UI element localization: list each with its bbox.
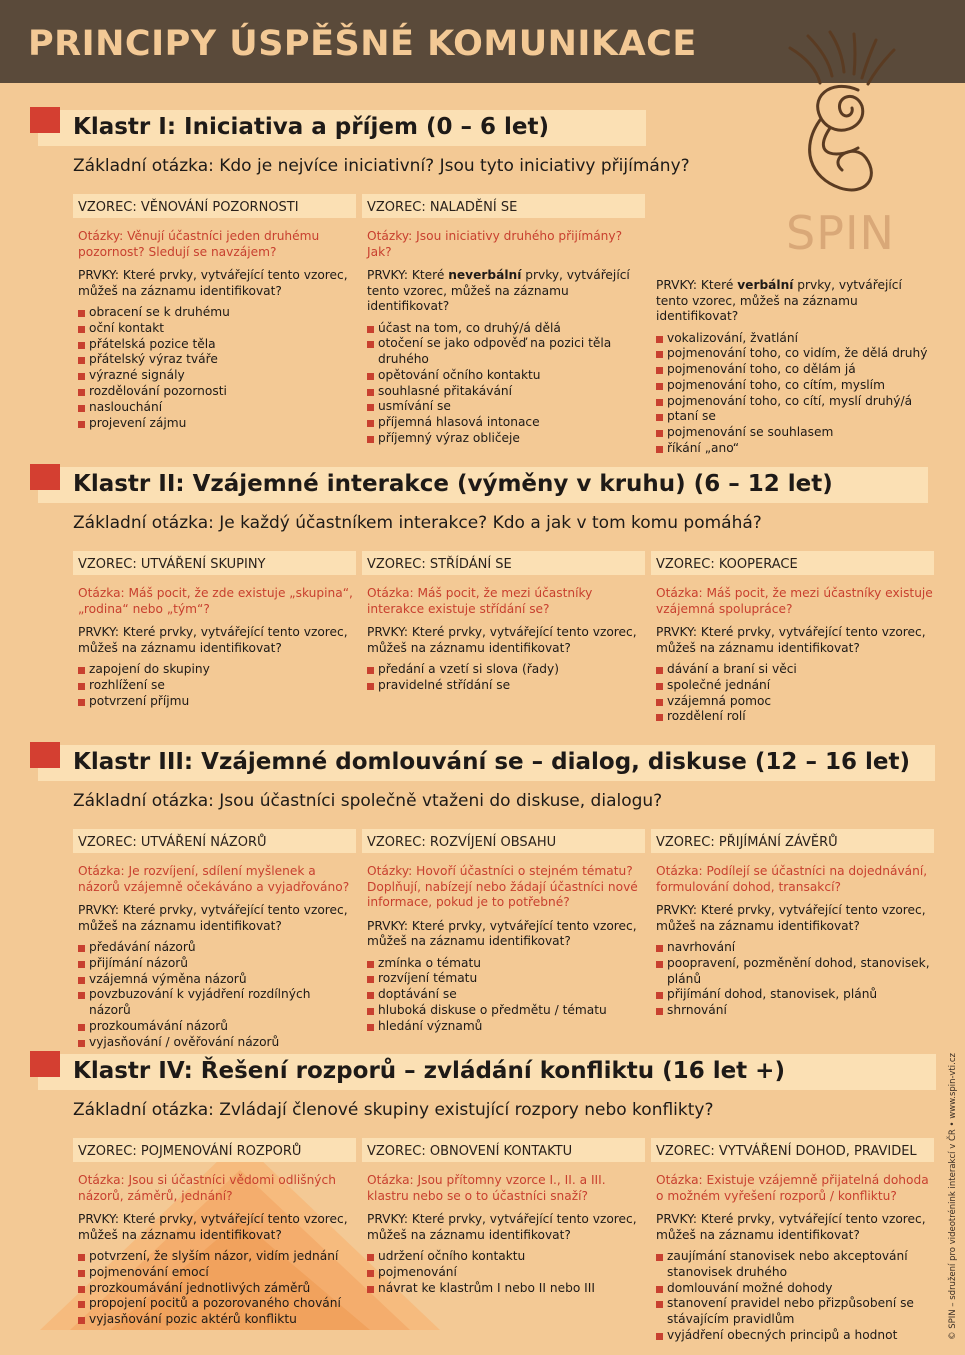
- pattern-title: VZOREC: POJMENOVÁNÍ ROZPORŮ: [73, 1138, 356, 1162]
- list-item: příjemný výraz obličeje: [367, 431, 645, 447]
- pattern-prompt: PRVKY: Které prvky, vytvářející tento vzorec, můžeš na záznamu identifikovat?: [367, 918, 637, 948]
- list-item: doptávání se: [367, 987, 645, 1003]
- list-item: pojmenování toho, co cítí, myslí druhý/á: [656, 394, 934, 410]
- element-list: [73, 940, 356, 1051]
- pattern-prompt: PRVKY: Které prvky, vytvářející tento vzorec, můžeš na záznamu identifikovat?: [656, 1212, 926, 1242]
- element-list: [651, 662, 934, 725]
- pattern-prompt: PRVKY: Které prvky, vytvářející tento vzorec, můžeš na záznamu identifikovat?: [78, 625, 348, 655]
- list-item: dávání a braní si věci: [656, 662, 934, 678]
- list-item: prozkoumávání názorů: [78, 1019, 356, 1035]
- list-item: udržení očního kontaktu: [367, 1249, 645, 1265]
- list-item: vzájemná výměna názorů: [78, 972, 356, 988]
- list-item: návrat ke klastrům I nebo II nebo III: [367, 1281, 645, 1297]
- list-item: potvrzení příjmu: [78, 694, 356, 710]
- klastr-question: Základní otázka: Jsou účastníci společně vtaženi do diskuse, dialogu?: [73, 791, 663, 811]
- list-item: vyjádření obecných principů a hodnot: [656, 1328, 934, 1344]
- pattern-column: [362, 194, 645, 447]
- pattern-column: [73, 1138, 356, 1328]
- pattern-question: Otázka: Podílejí se účastníci na dojednávání, formulování dohod, transakcí?: [656, 864, 928, 894]
- klastr-title: Klastr II: Vzájemné interakce (výměny v kruhu) (6 – 12 let): [73, 471, 833, 497]
- pattern-prompt: PRVKY: Které prvky, vytvářející tento vzorec, můžeš na záznamu identifikovat?: [78, 1212, 348, 1242]
- list-item: rozdělování pozornosti: [78, 384, 356, 400]
- pattern-title: VZOREC: VYTVÁŘENÍ DOHOD, PRAVIDEL: [651, 1138, 934, 1162]
- list-item: vokalizování, žvatlání: [656, 331, 934, 347]
- klastr-question: Základní otázka: Zvládají členové skupiny existující rozpory nebo konflikty?: [73, 1100, 714, 1120]
- pattern-title: VZOREC: STŘÍDÁNÍ SE: [362, 551, 645, 575]
- pattern-title: VZOREC: UTVÁŘENÍ NÁZORŮ: [73, 829, 356, 853]
- list-item: ptaní se: [656, 409, 934, 425]
- list-item: pojmenování toho, co vidím, že dělá druhý: [656, 346, 934, 362]
- pattern-column: [651, 1138, 934, 1344]
- element-list: [362, 321, 645, 447]
- list-item: vzájemná pomoc: [656, 694, 934, 710]
- pattern-question: Otázka: Máš pocit, že mezi účastníky interakce existuje střídání se?: [367, 586, 593, 616]
- logo-text: SPIN: [786, 206, 895, 260]
- list-item: předávání názorů: [78, 940, 356, 956]
- list-item: příjemná hlasová intonace: [367, 415, 645, 431]
- pattern-question: Otázky: Jsou iniciativy druhého přijímány? Jak?: [367, 229, 623, 259]
- list-item: hluboká diskuse o předmětu / tématu: [367, 1003, 645, 1019]
- list-item: společné jednání: [656, 678, 934, 694]
- list-item: vyjasňování pozic aktérů konfliktu: [78, 1312, 356, 1328]
- list-item: povzbuzování k vyjádření rozdílných názorů: [78, 987, 356, 1019]
- list-item: vyjasňování / ověřování názorů: [78, 1035, 356, 1051]
- list-item: přátelská pozice těla: [78, 337, 356, 353]
- list-item: poopravení, pozměnění dohod, stanovisek, plánů: [656, 956, 934, 988]
- list-item: výrazné signály: [78, 368, 356, 384]
- list-item: rozhlížení se: [78, 678, 356, 694]
- klastr-marker: [30, 464, 60, 490]
- list-item: souhlasné přitakávání: [367, 384, 645, 400]
- list-item: otočení se jako odpověď na pozici těla druhého: [367, 336, 645, 368]
- list-item: navrhování: [656, 940, 934, 956]
- klastr-marker: [30, 1051, 60, 1077]
- pattern-prompt: PRVKY: Které prvky, vytvářející tento vzorec, můžeš na záznamu identifikovat?: [78, 268, 348, 298]
- pattern-question: Otázky: Věnují účastníci jeden druhému pozornost? Sledují se navzájem?: [78, 229, 320, 259]
- list-item: opětování očního kontaktu: [367, 368, 645, 384]
- footer-credit: © SPIN – sdružení pro videotrénink interakcí v ČR • www.spin-vti.cz: [948, 1053, 958, 1340]
- pattern-question: Otázka: Je rozvíjení, sdílení myšlenek a názorů vzájemně očekáváno a vyjadřováno?: [78, 864, 350, 894]
- pattern-column: [651, 829, 934, 1019]
- klastr-title: Klastr I: Iniciativa a příjem (0 – 6 let): [73, 114, 549, 140]
- element-list: [73, 305, 356, 431]
- klastr-marker: [30, 742, 60, 768]
- list-item: domlouvání možné dohody: [656, 1281, 934, 1297]
- klastr-question: Základní otázka: Kdo je nejvíce iniciativní? Jsou tyto iniciativy přijímány?: [73, 156, 690, 176]
- list-item: projevení zájmu: [78, 416, 356, 432]
- list-item: přijímání názorů: [78, 956, 356, 972]
- list-item: pojmenování emocí: [78, 1265, 356, 1281]
- pattern-column: [651, 270, 934, 457]
- element-list: [362, 1249, 645, 1296]
- pattern-question: Otázka: Jsou si účastníci vědomi odlišných názorů, záměrů, jednání?: [78, 1173, 336, 1203]
- pattern-question: Otázka: Jsou přítomny vzorce I., II. a III. klastru nebo se o to účastníci snaží?: [367, 1173, 606, 1203]
- pattern-column: [73, 829, 356, 1051]
- element-list: [73, 1249, 356, 1328]
- pattern-column: [362, 829, 645, 1034]
- pattern-title: VZOREC: NALADĚNÍ SE: [362, 194, 645, 218]
- list-item: stanovení pravidel nebo přizpůsobení se stávajícím pravidlům: [656, 1296, 934, 1328]
- list-item: zaujímání stanovisek nebo akceptování stanovisek druhého: [656, 1249, 934, 1281]
- klastr-title: Klastr III: Vzájemné domlouvání se – dialog, diskuse (12 – 16 let): [73, 749, 910, 775]
- element-list: [651, 331, 934, 457]
- list-item: říkání „ano“: [656, 441, 934, 457]
- element-list: [651, 940, 934, 1019]
- pattern-prompt: PRVKY: Které verbální prvky, vytvářející tento vzorec, můžeš na záznamu identifikovat?: [656, 278, 902, 323]
- list-item: předání a vzetí si slova (řady): [367, 662, 645, 678]
- list-item: hledání významů: [367, 1019, 645, 1035]
- pattern-prompt: PRVKY: Které prvky, vytvářející tento vzorec, můžeš na záznamu identifikovat?: [367, 625, 637, 655]
- pattern-column: [651, 551, 934, 725]
- list-item: obracení se k druhému: [78, 305, 356, 321]
- list-item: shrnování: [656, 1003, 934, 1019]
- list-item: naslouchání: [78, 400, 356, 416]
- pattern-question: Otázka: Existuje vzájemně přijatelná dohoda o možném vyřešení rozporů / konfliktu?: [656, 1173, 929, 1203]
- list-item: pojmenování se souhlasem: [656, 425, 934, 441]
- pattern-prompt: PRVKY: Které prvky, vytvářející tento vzorec, můžeš na záznamu identifikovat?: [367, 1212, 637, 1242]
- pattern-column: [73, 194, 356, 431]
- list-item: pojmenování toho, co cítím, myslím: [656, 378, 934, 394]
- element-list: [362, 662, 645, 694]
- list-item: zapojení do skupiny: [78, 662, 356, 678]
- list-item: usmívání se: [367, 399, 645, 415]
- element-list: [73, 662, 356, 709]
- list-item: potvrzení, že slyším názor, vidím jednání: [78, 1249, 356, 1265]
- pattern-column: [73, 551, 356, 709]
- list-item: prozkoumávání jednotlivých záměrů: [78, 1281, 356, 1297]
- pattern-column: [362, 551, 645, 694]
- list-item: zmínka o tématu: [367, 956, 645, 972]
- list-item: přátelský výraz tváře: [78, 352, 356, 368]
- pattern-title: VZOREC: VĚNOVÁNÍ POZORNOSTI: [73, 194, 356, 218]
- klastr-question: Základní otázka: Je každý účastníkem interakce? Kdo a jak v tom komu pomáhá?: [73, 513, 762, 533]
- pattern-prompt: PRVKY: Které prvky, vytvářející tento vzorec, můžeš na záznamu identifikovat?: [78, 903, 348, 933]
- pattern-prompt: PRVKY: Které prvky, vytvářející tento vzorec, můžeš na záznamu identifikovat?: [656, 625, 926, 655]
- list-item: pravidelné střídání se: [367, 678, 645, 694]
- element-list: [362, 956, 645, 1035]
- klastr-marker: [30, 107, 60, 133]
- list-item: propojení pocitů a pozorovaného chování: [78, 1296, 356, 1312]
- pattern-title: VZOREC: KOOPERACE: [651, 551, 934, 575]
- pattern-title: VZOREC: ROZVÍJENÍ OBSAHU: [362, 829, 645, 853]
- list-item: rozdělení rolí: [656, 709, 934, 725]
- pattern-title: VZOREC: PŘIJÍMÁNÍ ZÁVĚRŮ: [651, 829, 934, 853]
- list-item: pojmenování: [367, 1265, 645, 1281]
- element-list: [651, 1249, 934, 1344]
- pattern-question: Otázky: Hovoří účastníci o stejném tématu? Doplňují, nabízejí nebo žádají účastníci nové informace, pokud je to potřebné?: [367, 864, 638, 909]
- list-item: pojmenování toho, co dělám já: [656, 362, 934, 378]
- pattern-question: Otázka: Máš pocit, že zde existuje „skupina“, „rodina“ nebo „tým“?: [78, 586, 353, 616]
- pattern-question: Otázka: Máš pocit, že mezi účastníky existuje vzájemná spolupráce?: [656, 586, 933, 616]
- pattern-prompt: PRVKY: Které neverbální prvky, vytvářející tento vzorec, můžeš na záznamu identifikovat?: [367, 268, 630, 313]
- pattern-column: [362, 1138, 645, 1296]
- list-item: oční kontakt: [78, 321, 356, 337]
- klastr-title: Klastr IV: Řešení rozporů – zvládání konfliktu (16 let +): [73, 1058, 785, 1084]
- page-title: PRINCIPY ÚSPĚŠNÉ KOMUNIKACE: [28, 24, 697, 64]
- pattern-title: VZOREC: UTVÁŘENÍ SKUPINY: [73, 551, 356, 575]
- pattern-prompt: PRVKY: Které prvky, vytvářející tento vzorec, můžeš na záznamu identifikovat?: [656, 903, 926, 933]
- pattern-title: VZOREC: OBNOVENÍ KONTAKTU: [362, 1138, 645, 1162]
- list-item: účast na tom, co druhý/á dělá: [367, 321, 645, 337]
- list-item: přijímání dohod, stanovisek, plánů: [656, 987, 934, 1003]
- list-item: rozvíjení tématu: [367, 971, 645, 987]
